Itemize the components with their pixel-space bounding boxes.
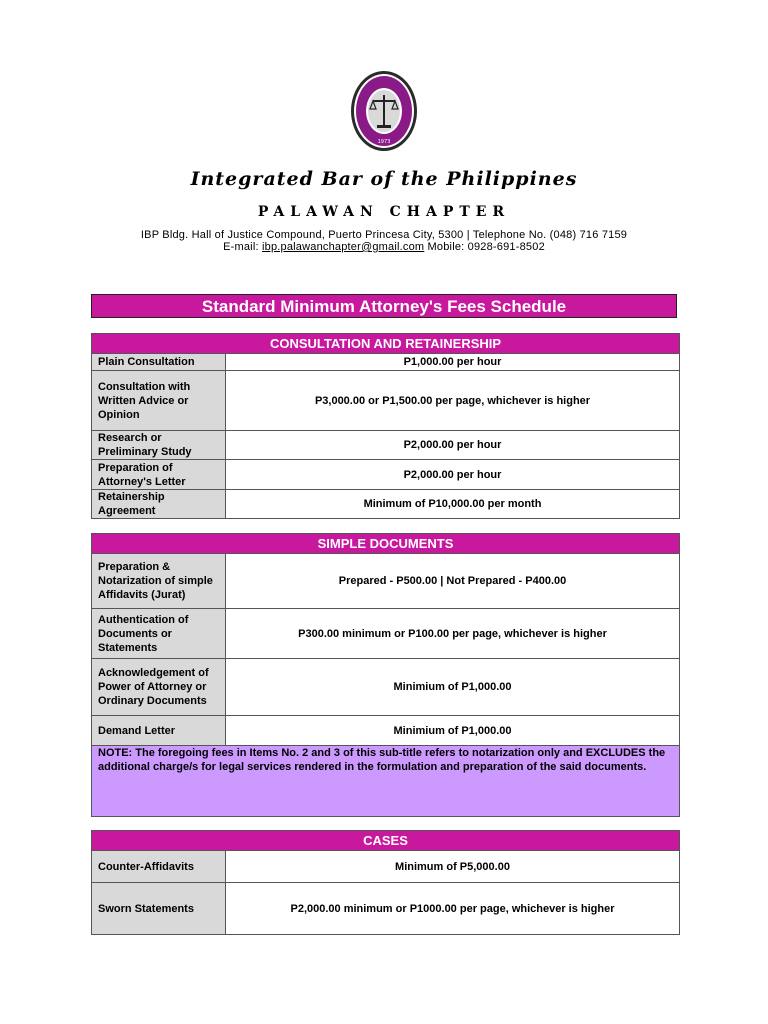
- fee-item: Sworn Statements: [92, 883, 226, 935]
- fee-item: Retainership Agreement: [92, 490, 226, 519]
- table-row: [92, 554, 680, 609]
- svg-text:1973: 1973: [377, 139, 391, 145]
- fee-item: Preparation & Notarization of simple Affidavits (Jurat): [92, 554, 226, 609]
- table-row: [92, 851, 680, 883]
- mobile-number: Mobile: 0928-691-8502: [427, 241, 545, 253]
- table-row: [92, 716, 680, 746]
- fee-amount: Minimium of P1,000.00: [226, 716, 680, 746]
- fee-amount: P2,000.00 per hour: [226, 460, 680, 490]
- fee-item: Research or Preliminary Study: [92, 431, 226, 460]
- consultation-retainership-table: [91, 333, 680, 519]
- fee-item: Authentication of Documents or Statements: [92, 609, 226, 659]
- note-text: NOTE: The foregoing fees in Items No. 2 and 3 of this sub-title refers to notarization only and EXCLUDES the additional charge/s for legal services rendered in the formulation and preparation of the said documents.: [92, 746, 680, 817]
- fee-amount: Prepared - P500.00 | Not Prepared - P400.00: [226, 554, 680, 609]
- ibp-seal-logo: [349, 69, 419, 153]
- contact-line: [0, 241, 768, 253]
- section-header: [92, 831, 680, 851]
- fee-item: Demand Letter: [92, 716, 226, 746]
- fee-item: Acknowledgement of Power of Attorney or Ordinary Documents: [92, 659, 226, 716]
- fee-amount: P300.00 minimum or P100.00 per page, whichever is higher: [226, 609, 680, 659]
- fee-amount: P2,000.00 minimum or P1000.00 per page, whichever is higher: [226, 883, 680, 935]
- chapter-name: PALAWAN CHAPTER: [257, 204, 511, 220]
- section-heading: CASES: [92, 831, 680, 851]
- simple-documents-table: [91, 533, 680, 817]
- organization-name: Integrated Bar of the Philippines: [190, 168, 578, 190]
- table-row: [92, 659, 680, 716]
- fee-amount: P1,000.00 per hour: [226, 354, 680, 371]
- fee-amount: P2,000.00 per hour: [226, 431, 680, 460]
- table-row: [92, 371, 680, 431]
- fee-amount: Minimum of P10,000.00 per month: [226, 490, 680, 519]
- section-heading: SIMPLE DOCUMENTS: [92, 534, 680, 554]
- fee-item: Plain Consultation: [92, 354, 226, 371]
- table-row: [92, 431, 680, 460]
- fee-amount: Minimum of P5,000.00: [226, 851, 680, 883]
- section-header: [92, 534, 680, 554]
- email-link[interactable]: ibp.palawanchapter@gmail.com: [261, 241, 425, 253]
- section-heading: CONSULTATION AND RETAINERSHIP: [92, 334, 680, 354]
- table-row: [92, 609, 680, 659]
- table-row: [92, 490, 680, 519]
- note-row: [92, 746, 680, 817]
- fee-item: Preparation of Attorney's Letter: [92, 460, 226, 490]
- email-label: E-mail:: [223, 241, 259, 253]
- table-row: [92, 460, 680, 490]
- table-row: [92, 354, 680, 371]
- fee-amount: P3,000.00 or P1,500.00 per page, whichever is higher: [226, 371, 680, 431]
- fee-amount: Minimium of P1,000.00: [226, 659, 680, 716]
- document-title: Standard Minimum Attorney's Fees Schedule: [91, 294, 677, 318]
- fee-item: Counter-Affidavits: [92, 851, 226, 883]
- fee-item: Consultation with Written Advice or Opinion: [92, 371, 226, 431]
- table-row: [92, 883, 680, 935]
- cases-table: [91, 830, 680, 935]
- address-line: IBP Bldg. Hall of Justice Compound, Puerto Princesa City, 5300 | Telephone No. (048) 716 7159: [140, 229, 628, 241]
- section-header: [92, 334, 680, 354]
